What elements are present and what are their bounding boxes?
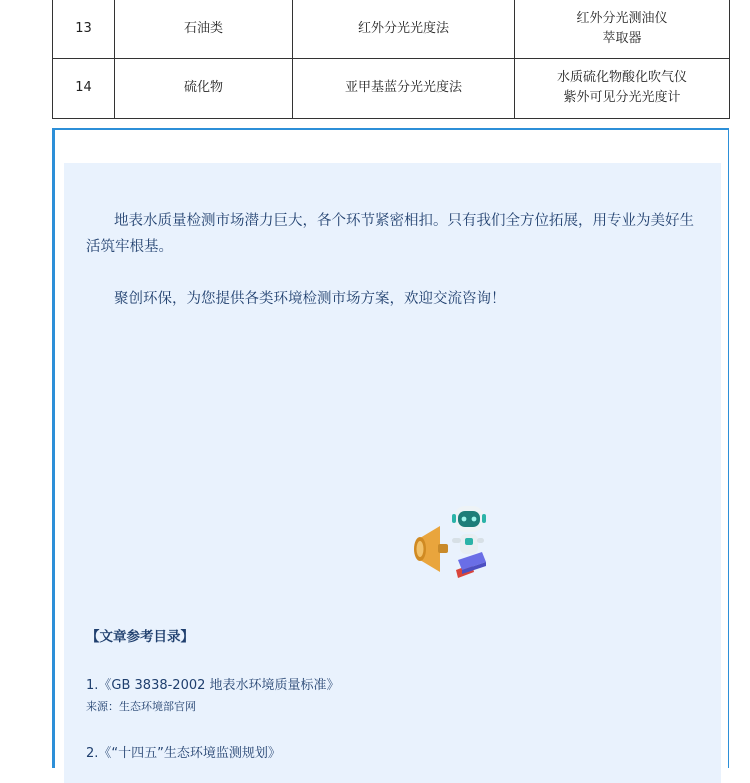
instrument-line: 紫外可见分光光度计 (563, 90, 681, 105)
instrument-line: 红外分光测油仪 (576, 10, 668, 26)
detection-method-table (52, 0, 730, 119)
reference-source: 来源：生态环境部官网 (86, 700, 196, 713)
paragraph-intro: 地表水质量检测市场潜力巨大，各个环节紧密相扣。只有我们全方位拓展，用专业为美好生活筑牢根基。 (86, 213, 694, 255)
robot-megaphone-icon (412, 498, 496, 582)
table-row (53, 58, 730, 118)
item-name: 石油类 (115, 0, 293, 58)
row-number: 14 (53, 58, 115, 118)
item-name: 硫化物 (115, 58, 293, 118)
row-number: 13 (53, 0, 115, 58)
instrument-cell (515, 0, 730, 58)
table-row (53, 0, 730, 58)
references-title: 【文章参考目录】 (86, 629, 194, 645)
reference-item: 1.《GB 3838-2002 地表水环境质量标准》 (86, 678, 340, 693)
instrument-cell (515, 58, 730, 118)
method-name: 亚甲基蓝分光光度法 (293, 58, 515, 118)
content-panel (64, 163, 721, 783)
instrument-line: 水质硫化物酸化吹气仪 (556, 70, 687, 85)
reference-item: 2.《“十四五”生态环境监测规划》 (86, 746, 281, 761)
content-box (52, 128, 729, 768)
paragraph-contact: 聚创环保，为您提供各类环境检测市场方案，欢迎交流咨询！ (114, 291, 506, 307)
data-table-section (52, 0, 729, 119)
instrument-line: 萃取器 (602, 30, 642, 46)
method-name: 红外分光光度法 (293, 0, 515, 58)
